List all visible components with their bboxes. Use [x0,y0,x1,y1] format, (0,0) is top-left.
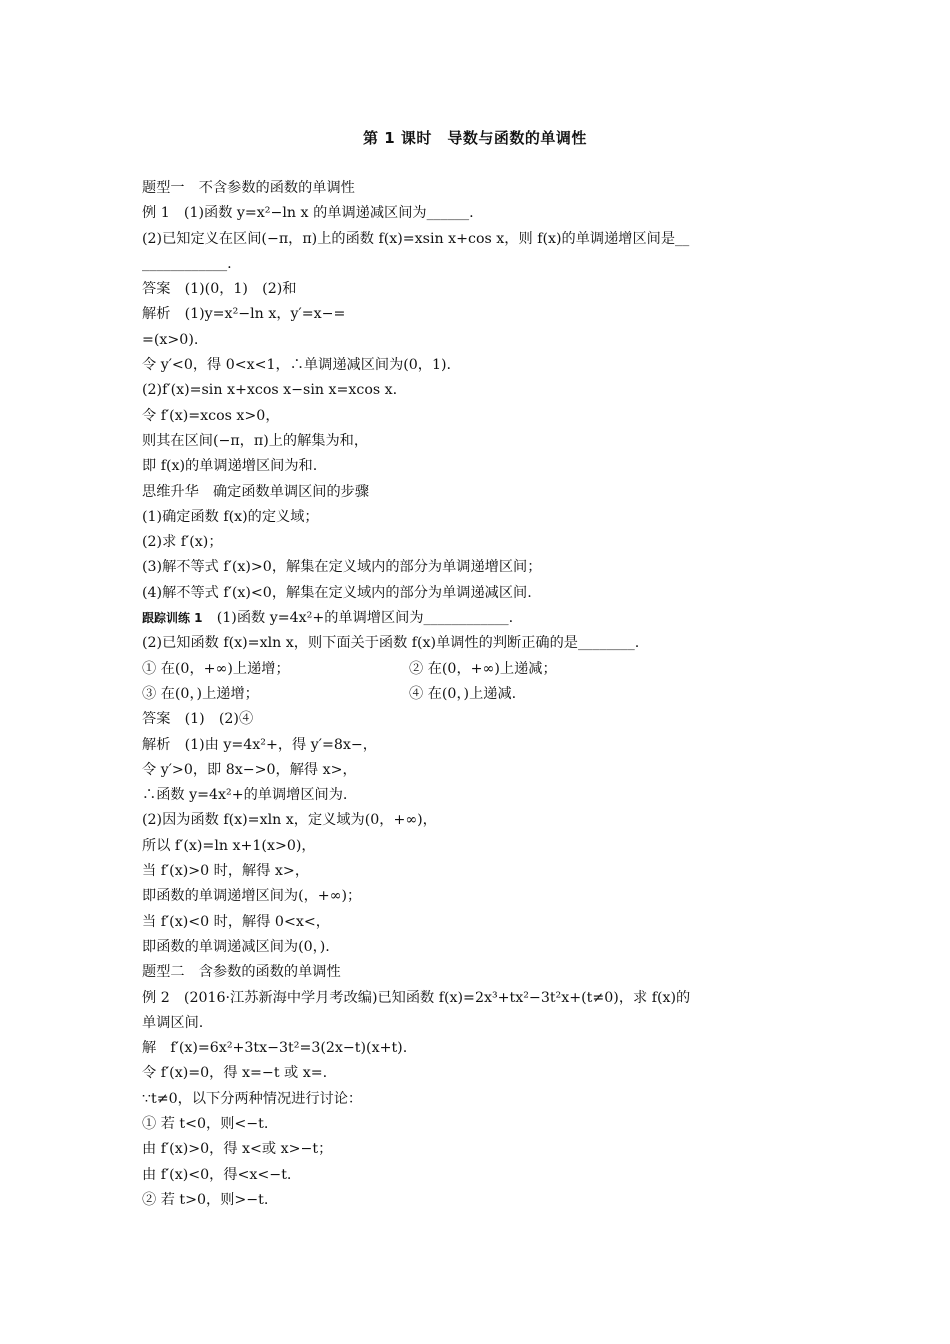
option-2: ② 在(0，+∞)上递减； [409,660,557,677]
example-1-part-2: (2)已知定义在区间(−π，π)上的函数 f(x)=xsin x+cos x，则 f(x)的单调递增区间是__ [142,230,690,247]
option-1: ① 在(0，+∞)上递增； [142,660,290,677]
analysis-2-line-4: (2)因为函数 f(x)=xln x，定义域为(0，+∞)， [142,812,437,829]
practice-1-part-1 [142,606,822,631]
answer-2: 答案 (1) (2)④ [142,711,254,728]
example-2-line-2: 单调区间. [142,1014,204,1031]
analysis-1-line-4: (2)f′(x)=sin x+xcos x−sin x=xcos x. [142,382,398,399]
analysis-2-line-7: 即函数的单调递增区间为(，+∞)； [142,888,362,905]
option-3: ③ 在(0，)上递增； [142,685,259,702]
options-row-2 [142,682,822,707]
summary-heading: 思维升华 确定函数单调区间的步骤 [142,483,370,500]
analysis-2-line-3: ∴函数 y=4x²+的单调增区间为. [142,787,348,804]
option-4: ④ 在(0，)上递减. [409,685,517,702]
analysis-1-line-2: =(x>0). [142,331,199,348]
analysis-1-line-7: 即 f(x)的单调递增区间为和. [142,458,318,475]
analysis-1-line-6: 则其在区间(−π，π)上的解集为和， [142,432,369,449]
example-1-part-2-cont: ____________. [142,255,232,272]
summary-step-2: (2)求 f′(x)； [142,534,223,551]
example-1-part-1: 例 1 (1)函数 y=x²−ln x 的单调递减区间为______. [142,205,474,222]
section-heading-2: 题型二 含参数的函数的单调性 [142,964,341,981]
practice-tag: 跟踪训练 1 [142,611,203,626]
solution-2-line-1: 解 f′(x)=6x²+3tx−3t²=3(2x−t)(x+t). [142,1040,408,1057]
section-heading-1: 题型一 不含参数的函数的单调性 [142,180,355,196]
summary-step-1: (1)确定函数 f(x)的定义域； [142,508,319,525]
summary-step-3: (3)解不等式 f′(x)>0，解集在定义域内的部分为单调递增区间； [142,559,542,576]
solution-2-line-2: 令 f′(x)=0，得 x=−t 或 x=. [142,1065,328,1082]
solution-2-line-7: ② 若 t>0，则>−t. [142,1191,269,1208]
analysis-2-line-9: 即函数的单调递减区间为(0，). [142,938,330,955]
document-body [142,176,822,1213]
options-row-1 [142,657,822,682]
analysis-2-line-5: 所以 f′(x)=ln x+1(x>0)， [142,837,316,854]
summary-step-4: (4)解不等式 f′(x)<0，解集在定义域内的部分为单调递减区间. [142,584,532,601]
solution-2-line-6: 由 f′(x)<0，得<x<−t. [142,1166,292,1183]
analysis-2-line-6: 当 f′(x)>0 时，解得 x>， [142,863,310,880]
analysis-1-line-1: 解析 (1)y=x²−ln x，y′=x−= [142,306,346,323]
answer-1: 答案 (1)(0，1) (2)和 [142,281,297,298]
analysis-2-line-1: 解析 (1)由 y=4x²+，得 y′=8x−， [142,736,377,753]
solution-2-line-5: 由 f′(x)>0，得 x<或 x>−t； [142,1141,333,1158]
analysis-2-line-8: 当 f′(x)<0 时，解得 0<x<， [142,913,330,930]
practice-1-text: (1)函数 y=4x²+的单调增区间为____________. [202,610,514,627]
example-2-line-1: 例 2 (2016·江苏新海中学月考改编)已知函数 f(x)=2x³+tx²−3t²x+(t≠0)，求 f(x)的 [142,989,691,1006]
solution-2-line-3: ∵t≠0，以下分两种情况进行讨论： [142,1090,363,1107]
analysis-1-line-5: 令 f′(x)=xcos x>0， [142,407,280,424]
solution-2-line-4: ① 若 t<0，则<−t. [142,1115,269,1132]
practice-1-part-2: (2)已知函数 f(x)=xln x，则下面关于函数 f(x)单调性的判断正确的是________. [142,635,640,652]
analysis-1-line-3: 令 y′<0，得 0<x<1，∴单调递减区间为(0，1). [142,357,452,374]
page-title: 第 1 课时 导数与函数的单调性 [363,129,587,147]
analysis-2-line-2: 令 y′>0，即 8x−>0，解得 x>， [142,761,357,778]
